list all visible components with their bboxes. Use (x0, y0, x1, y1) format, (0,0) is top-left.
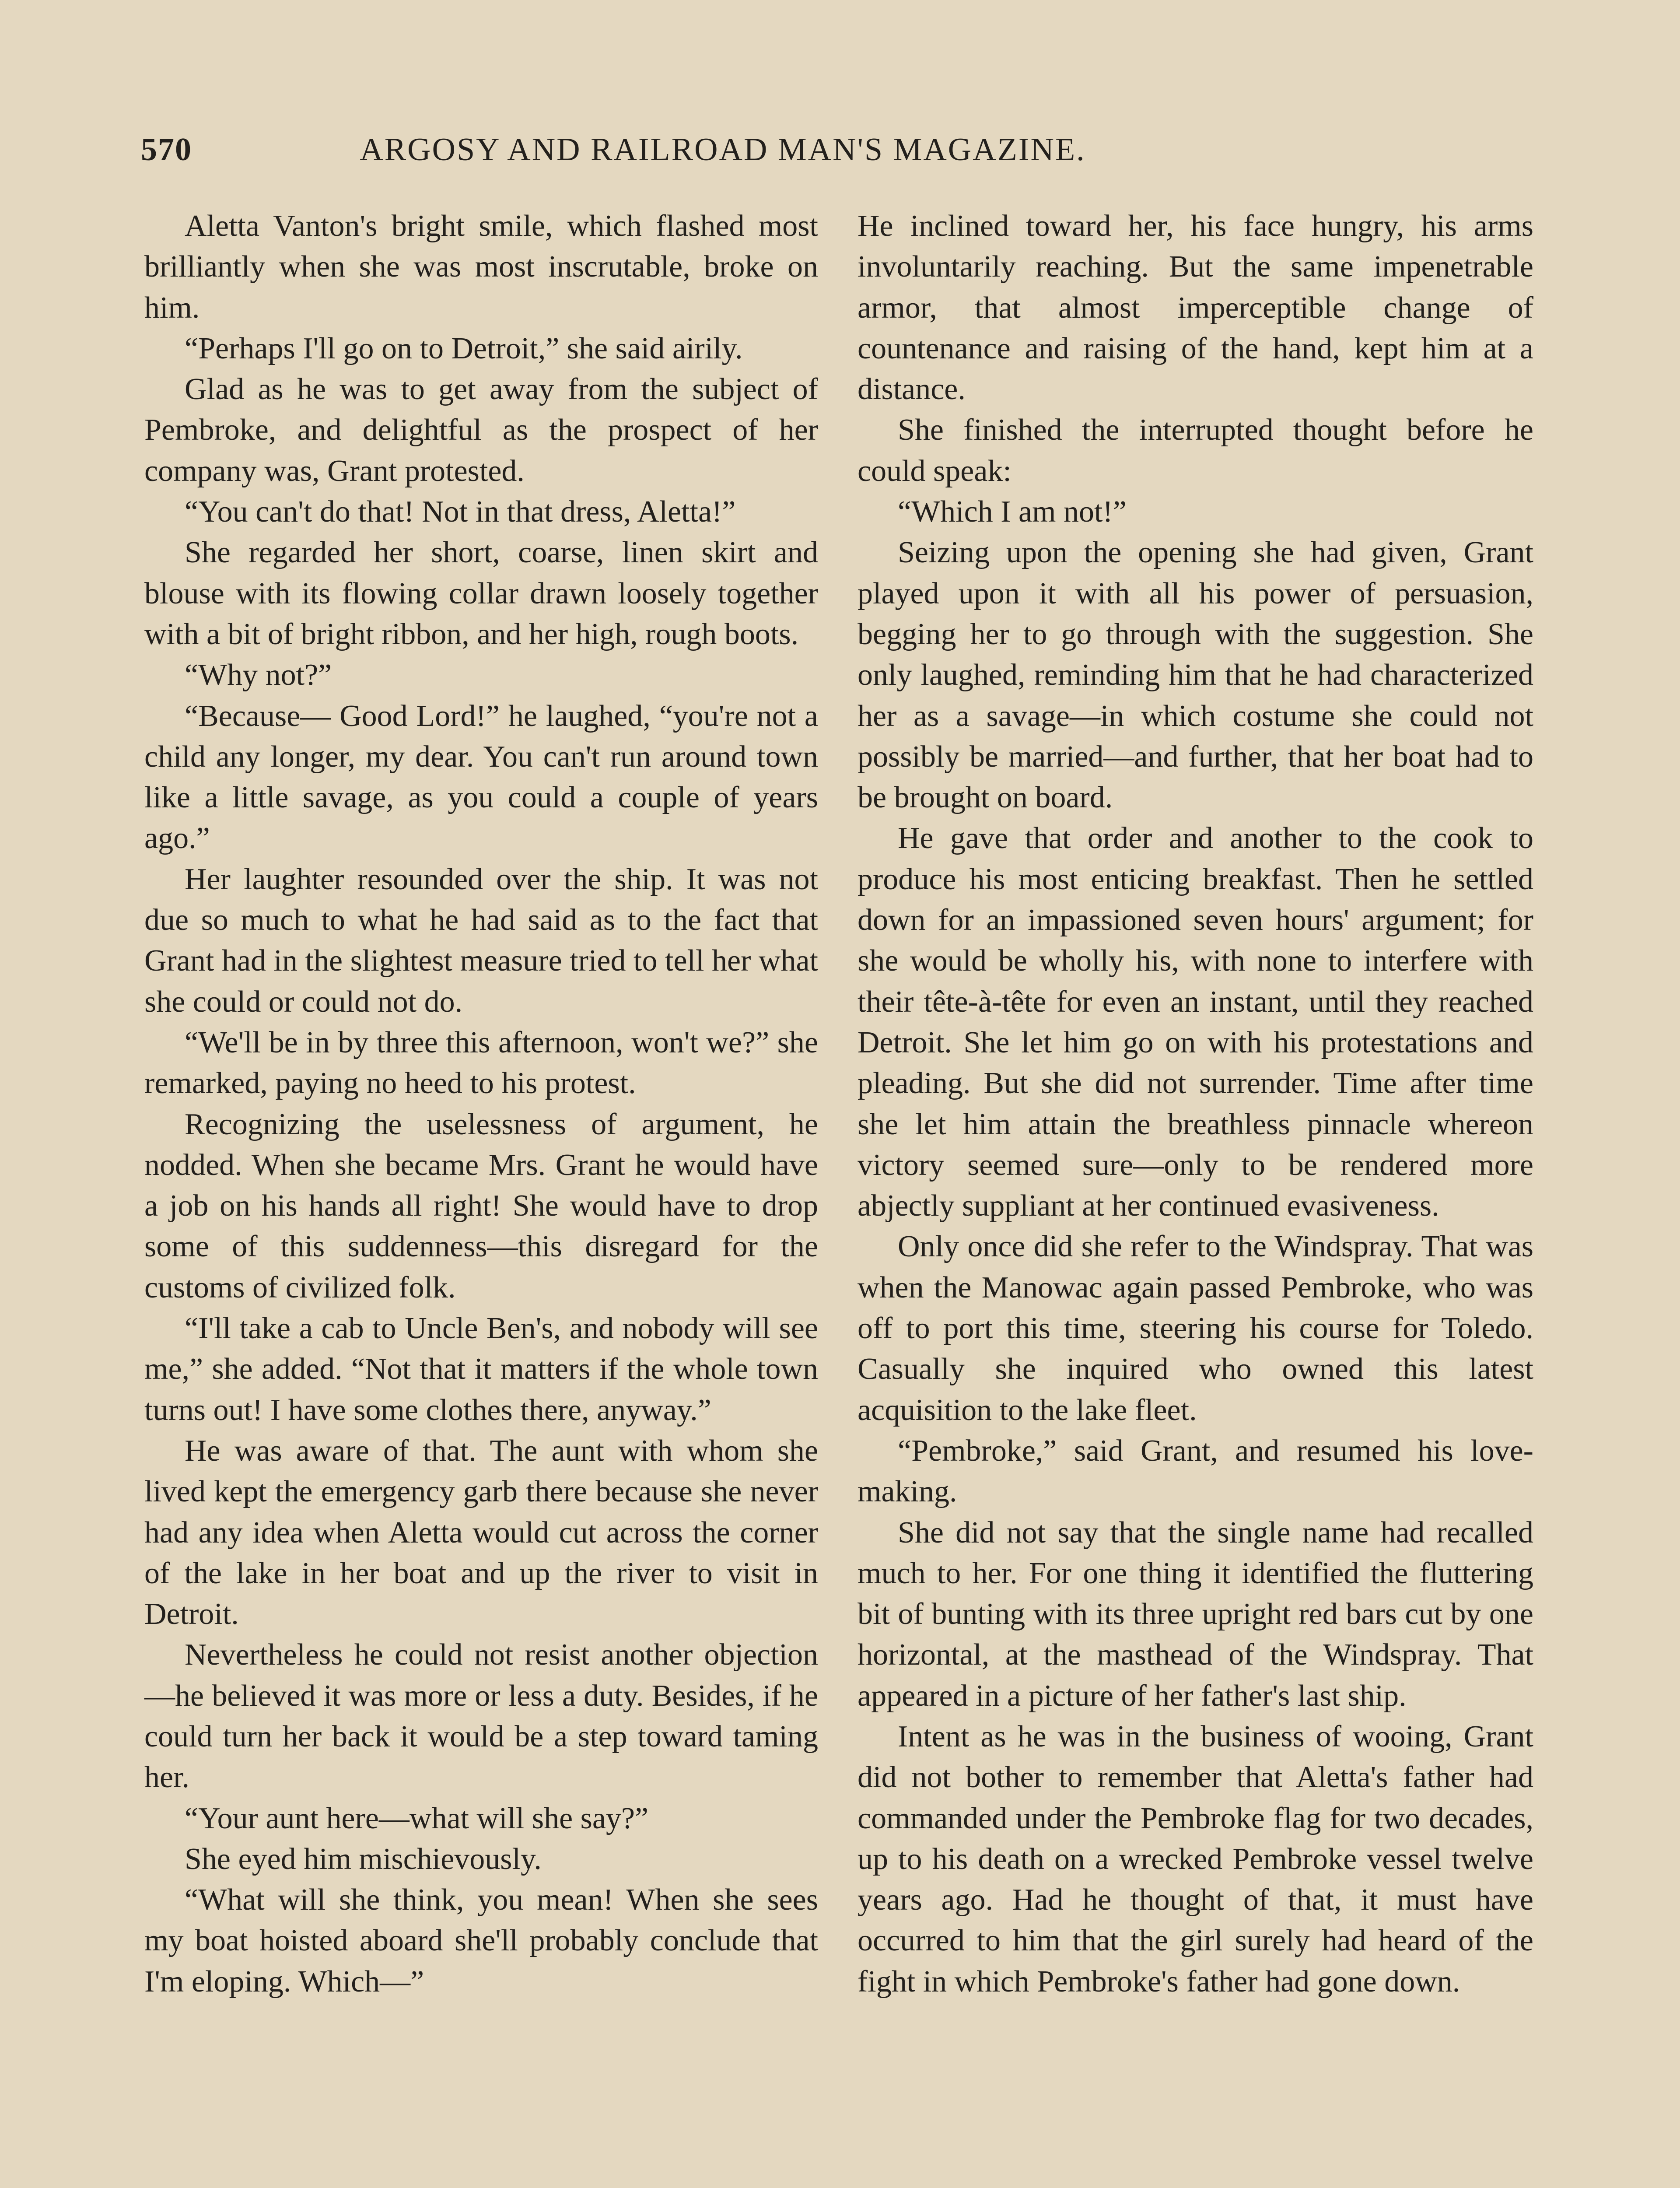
page-header (141, 131, 1305, 179)
paragraph: She finished the interrupted thought before he could speak: (858, 413, 1533, 488)
paragraph: Glad as he was to get away from the subject of Pembroke, and delightful as the prospect of her company was, Grant protested. (144, 372, 818, 488)
paragraph: He inclined toward her, his face hungry, his arms involuntarily reaching. But the same impenetrable armor, that almost imperceptible change of countenance and raising of the hand, kept him at a distance. (858, 209, 1533, 407)
right-column (858, 206, 1533, 2188)
paragraph: “You can't do that! Not in that dress, Aletta!” (185, 495, 736, 529)
paragraph: Nevertheless he could not resist another objection—he believed it was more or less a duty. Besides, if he could turn her back it would be a step toward taming her. (144, 1638, 818, 1795)
paragraph: He gave that order and another to the cook to produce his most enticing breakfast. Then he settled down for an impassioned seven hours' argument; for she would be wholly his, with none to interfere with their tête-à-tête for even an instant, until they reached Detroit. She let him go on with his protestations and pleading. But she did not surrender. Time after time she let him attain the breathless pinnacle whereon victory seemed sure—only to be rendered more abjectly suppliant at her continued evasiveness. (858, 821, 1533, 1223)
paragraph: “Pembroke,” said Grant, and resumed his love-making. (858, 1434, 1533, 1509)
paragraph: “Which I am not!” (898, 495, 1127, 529)
paragraph: “Your aunt here—what will she say?” (185, 1801, 649, 1835)
paragraph: She eyed him mischievously. (185, 1842, 542, 1876)
paragraph: Only once did she refer to the Windspray. That was when the Manowac again passed Pembroke, who was off to port this time, steering his course for Toledo. Casually she inquired who owned this latest acquisition to the lake fleet. (858, 1230, 1533, 1427)
page-number: 570 (141, 132, 192, 168)
paragraph: Seizing upon the opening she had given, Grant played upon it with all his power of persuasion, begging her to go through with the suggestion. She only laughed, reminding him that he had characterized her as a savage—in which costume she could not possibly be married—and further, that her boat had to be brought on board. (858, 536, 1533, 815)
paragraph: She regarded her short, coarse, linen skirt and blouse with its flowing collar drawn loosely together with a bit of bright ribbon, and her high, rough boots. (144, 536, 818, 651)
paragraph: “What will she think, you mean! When she sees my boat hoisted aboard she'll probably conclude that I'm eloping. Which—” (144, 1883, 818, 1999)
paragraph: Aletta Vanton's bright smile, which flashed most brilliantly when she was most inscrutable, broke on him. (144, 209, 818, 325)
running-title: ARGOSY AND RAILROAD MAN'S MAGAZINE. (360, 132, 1086, 168)
paragraph: Recognizing the uselessness of argument, he nodded. When she became Mrs. Grant he would have a job on his hands all right! She would have to drop some of this suddenness—this disregard for the customs of civilized folk. (144, 1107, 818, 1304)
paragraph: He was aware of that. The aunt with whom she lived kept the emergency garb there because she never had any idea when Aletta would cut across the corner of the lake in her boat and up the river to visit in Detroit. (144, 1434, 818, 1631)
paragraph: She did not say that the single name had recalled much to her. For one thing it identified the fluttering bit of bunting with its three upright red bars cut by one horizontal, at the masthead of the Windspray. That appeared in a picture of her father's last ship. (858, 1515, 1533, 1713)
paragraph: Intent as he was in the business of wooing, Grant did not bother to remember that Aletta's father had commanded under the Pembroke flag for two decades, up to his death on a wrecked Pembroke vessel twelve years ago. Had he thought of that, it must have occurred to him that the girl surely had heard of the fight in which Pembroke's father had gone down. (858, 1719, 1533, 1999)
paragraph: Her laughter resounded over the ship. It was not due so much to what he had said as to the fact that Grant had in the slightest measure tried to tell her what she could or could not do. (144, 862, 818, 1019)
paragraph: “Because— Good Lord!” he laughed, “you're not a child any longer, my dear. You can't run around town like a little savage, as you could a couple of years ago.” (144, 699, 818, 856)
left-column (144, 206, 818, 2188)
paragraph: “I'll take a cab to Uncle Ben's, and nobody will see me,” she added. “Not that it matters if the whole town turns out! I have some clothes there, anyway.” (144, 1311, 818, 1427)
paragraph: “We'll be in by three this afternoon, won't we?” she remarked, paying no heed to his protest. (144, 1025, 818, 1101)
paragraph: “Why not?” (185, 658, 332, 692)
paragraph: “Perhaps I'll go on to Detroit,” she said airily. (185, 331, 743, 365)
